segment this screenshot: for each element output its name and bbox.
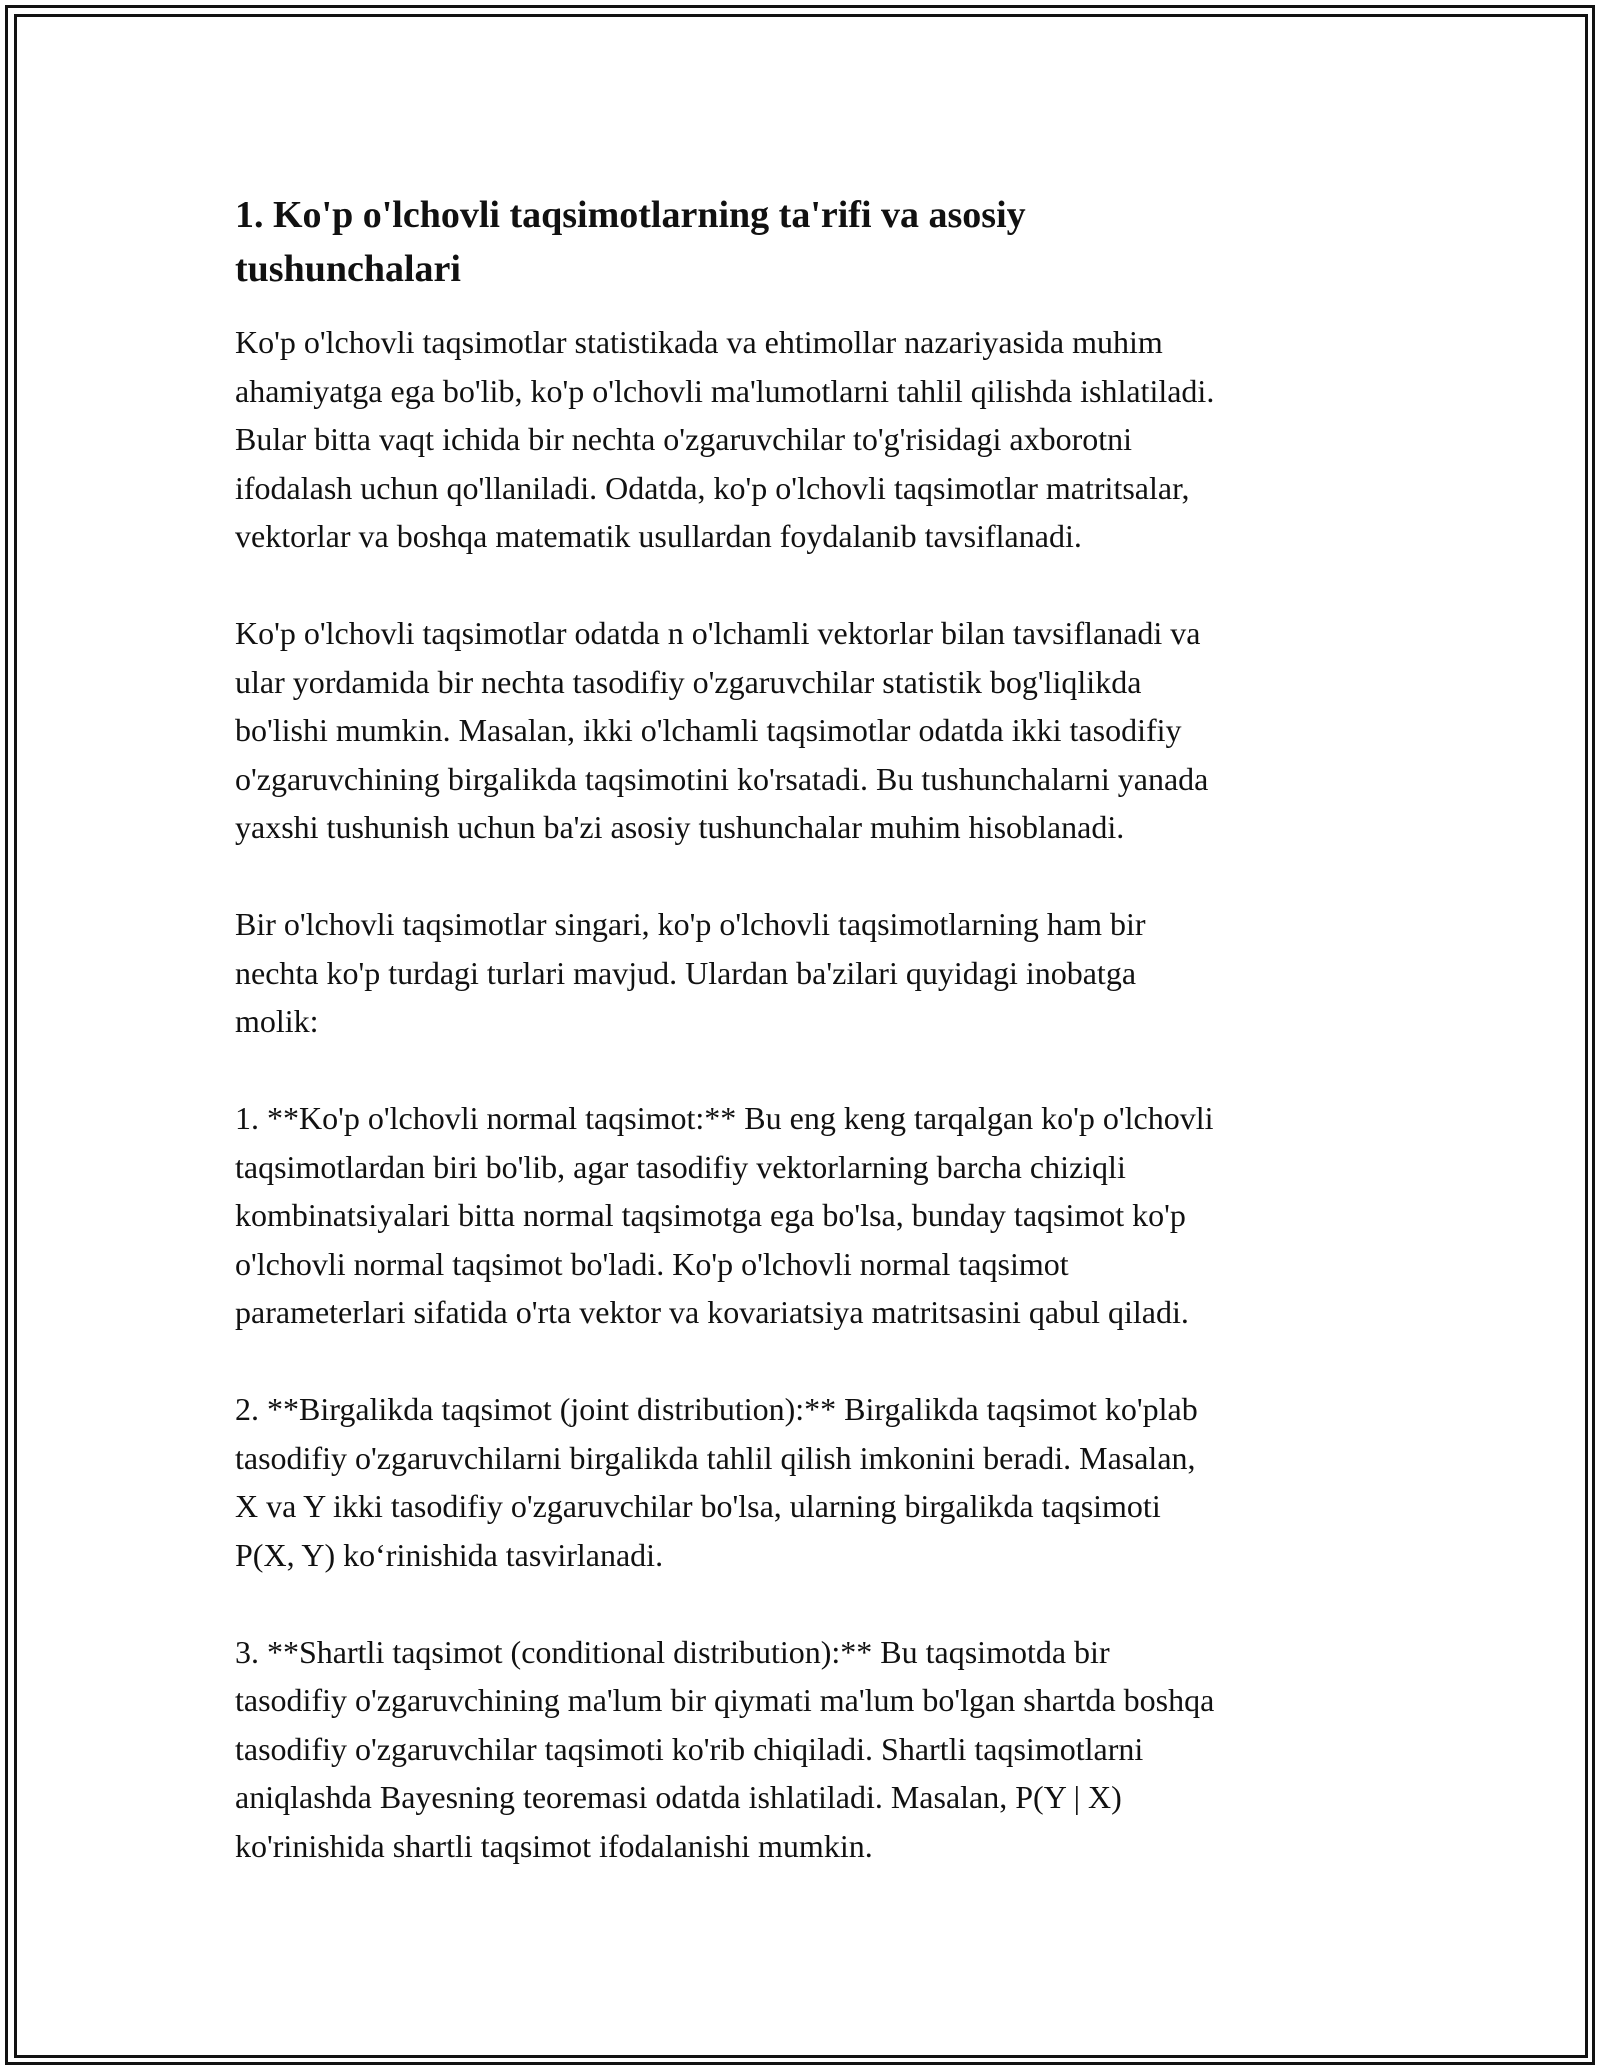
section-heading: 1. Ko'p o'lchovli taqsimotlarning ta'rifi va asosiy tushunchalari <box>235 194 1026 290</box>
paragraph-vectors: Ko'p o'lchovli taqsimotlar odatda n o'lchamli vektorlar bilan tavsiflanadi va ular yordamida bir nechta tasodifiy o'zgaruvchilar statistik bog'liqlikda bo'lishi mumkin. Masalan, ikki o'lchamli taqsimotlar odatda ikki tasodifiy o'zgaruvchining birgalikda taqsimotini ko'rsatadi. Bu tushunchalarni yanada yaxshi tushunish uchun ba'zi asosiy tushunchalar muhim hisoblanadi. <box>235 615 1209 845</box>
list-item-joint-distribution: 2. **Birgalikda taqsimot (joint distribution):** Birgalikda taqsimot ko'plab tasodifiy o'zgaruvchilarni birgalikda tahlil qilish imkonini beradi. Masalan, X va Y ikki tasodifiy o'zgaruvchilar bo'lsa, ularning birgalikda taqsimoti P(X, Y) ko‘rinishida tasvirlanadi. <box>235 1391 1198 1573</box>
document-body <box>235 188 1365 1870</box>
list-item-normal-distribution: 1. **Ko'p o'lchovli normal taqsimot:** Bu eng keng tarqalgan ko'p o'lchovli taqsimotlardan biri bo'lib, agar tasodifiy vektorlarning barcha chiziqli kombinatsiyalari bitta normal taqsimotga ega bo'lsa, bunday taqsimot ko'p o'lchovli normal taqsimot bo'ladi. Ko'p o'lchovli normal taqsimot parameterlari sifatida o'rta vektor va kovariatsiya matritsasini qabul qiladi. <box>235 1100 1214 1330</box>
paragraph-intro: Ko'p o'lchovli taqsimotlar statistikada va ehtimollar nazariyasida muhim ahamiyatga ega bo'lib, ko'p o'lchovli ma'lumotlarni tahlil qilishda ishlatiladi. Bular bitta vaqt ichida bir nechta o'zgaruvchilar to'g'risidagi axborotni ifodalash uchun qo'llaniladi. Odatda, ko'p o'lchovli taqsimotlar matritsalar, vektorlar va boshqa matematik usullardan foydalanib tavsiflanadi. <box>235 324 1215 554</box>
list-item-conditional-distribution: 3. **Shartli taqsimot (conditional distribution):** Bu taqsimotda bir tasodifiy o'zgaruvchining ma'lum bir qiymati ma'lum bo'lgan shartda boshqa tasodifiy o'zgaruvchilar taqsimoti ko'rib chiqiladi. Shartli taqsimotlarni aniqlashda Bayesning teoremasi odatda ishlatiladi. Masalan, P(Y | X) ko'rinishida shartli taqsimot ifodalanishi mumkin. <box>235 1633 1215 1864</box>
paragraph-types: Bir o'lchovli taqsimotlar singari, ko'p o'lchovli taqsimotlarning ham bir nechta ko'p turdagi turlari mavjud. Ulardan ba'zilari quyidagi inobatga molik: <box>235 906 1146 1039</box>
